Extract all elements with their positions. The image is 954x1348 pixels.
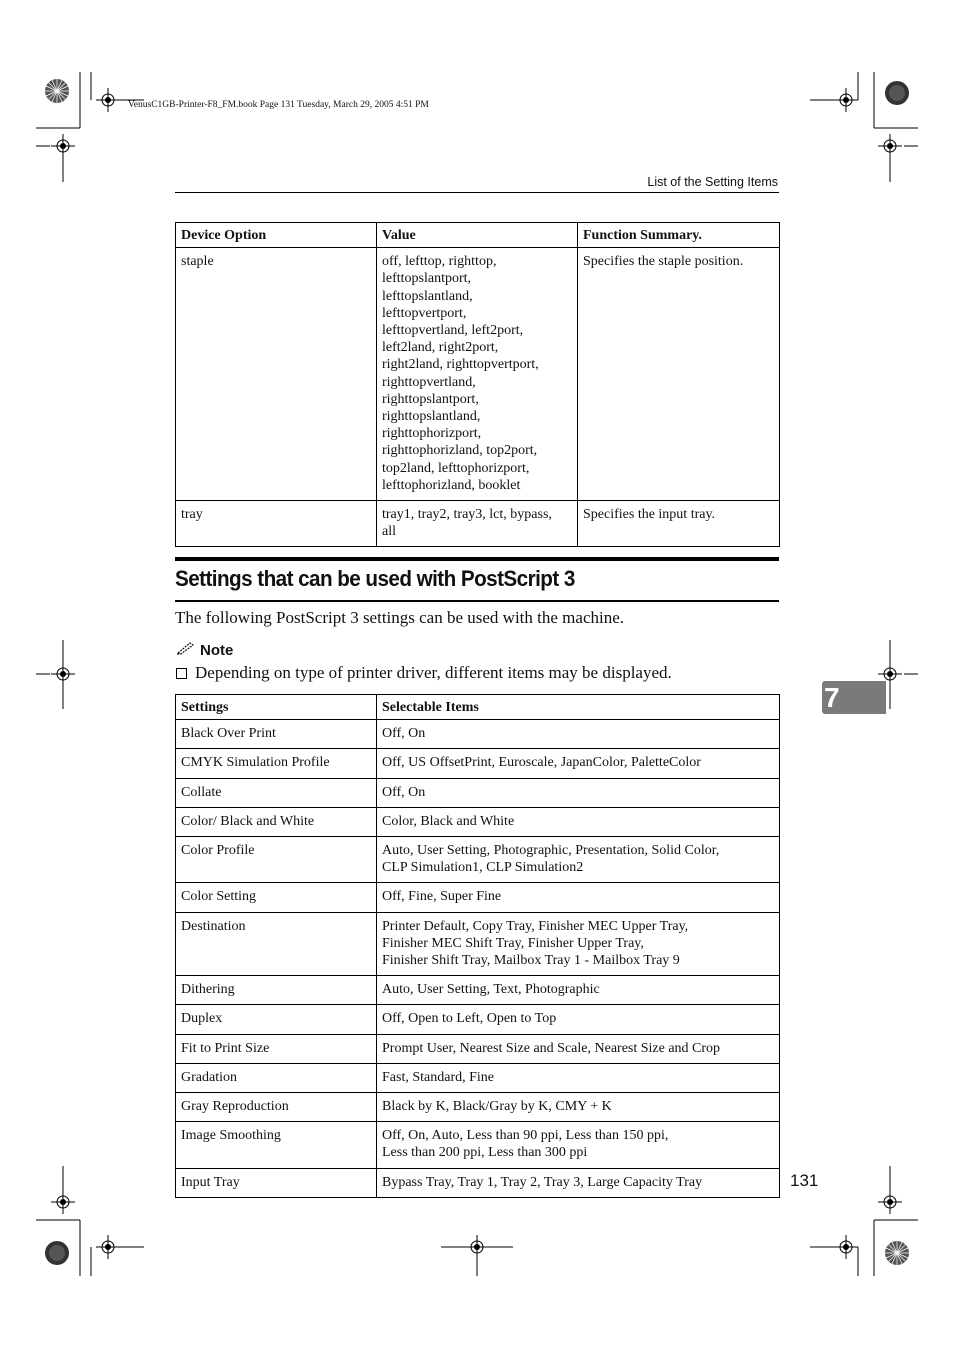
table-row	[176, 248, 780, 501]
checkbox-icon	[176, 668, 187, 679]
table-row	[176, 1005, 780, 1034]
running-head: List of the Setting Items	[647, 175, 778, 189]
table-cell: Auto, User Setting, Text, Photographic	[377, 976, 780, 1005]
table-row	[176, 749, 780, 778]
table-cell: Color, Black and White	[377, 807, 780, 836]
section-title: Settings that can be used with PostScript 3	[175, 566, 575, 591]
table-cell: off, lefttop, righttop, lefttopslantport, lefttopslantland, lefttopvertport, lefttopvertland, left2port, left2land, right2port, right2land, righttopvertport, righttopvertland, righttopslantport, righttopslantland, righttophorizport, righttophorizland, top2port, top2land, lefttophorizport, lefttophorizland, booklet	[377, 248, 578, 501]
column-header: Device Option	[176, 223, 377, 248]
note-text: Depending on type of printer driver, different items may be displayed.	[195, 663, 672, 682]
table-cell: Off, On	[377, 778, 780, 807]
column-header: Settings	[176, 695, 377, 720]
chapter-tab: 7	[822, 681, 886, 714]
table-row	[176, 1093, 780, 1122]
table-cell: Image Smoothing	[176, 1122, 377, 1168]
table-cell: Input Tray	[176, 1168, 377, 1197]
table-row	[176, 778, 780, 807]
table-cell: Gradation	[176, 1063, 377, 1092]
table-row	[176, 720, 780, 749]
table-cell: tray	[176, 501, 377, 547]
header-rule	[175, 192, 779, 193]
table-cell: CMYK Simulation Profile	[176, 749, 377, 778]
table-cell: Prompt User, Nearest Size and Scale, Nearest Size and Crop	[377, 1034, 780, 1063]
table-cell: Off, Open to Left, Open to Top	[377, 1005, 780, 1034]
note-label: Note	[200, 641, 234, 659]
table-cell: Specifies the staple position.	[578, 248, 780, 501]
device-options-table	[175, 222, 780, 547]
table-cell: Color Profile	[176, 837, 377, 883]
table-cell: Collate	[176, 778, 377, 807]
postscript-settings-table	[175, 694, 780, 1198]
book-info-line: VenusC1GB-Printer-F8_FM.book Page 131 Tuesday, March 29, 2005 4:51 PM	[128, 100, 429, 110]
table-cell: Color Setting	[176, 883, 377, 912]
table-cell: Specifies the input tray.	[578, 501, 780, 547]
note-item	[176, 663, 672, 683]
table-cell: Off, Fine, Super Fine	[377, 883, 780, 912]
table-cell: Printer Default, Copy Tray, Finisher MEC Upper Tray, Finisher MEC Shift Tray, Finisher Upper Tray, Finisher Shift Tray, Mailbox Tray 1 - Mailbox Tray 9	[377, 912, 780, 976]
table-header-row	[176, 223, 780, 248]
table-cell: Black Over Print	[176, 720, 377, 749]
section-rule	[175, 557, 779, 561]
table-row	[176, 807, 780, 836]
column-header: Value	[377, 223, 578, 248]
table-cell: Off, On, Auto, Less than 90 ppi, Less than 150 ppi, Less than 200 ppi, Less than 300 ppi	[377, 1122, 780, 1168]
table-cell: Gray Reproduction	[176, 1093, 377, 1122]
section-rule	[175, 600, 779, 602]
table-cell: Bypass Tray, Tray 1, Tray 2, Tray 3, Large Capacity Tray	[377, 1168, 780, 1197]
table-row	[176, 1168, 780, 1197]
table-cell: Color/ Black and White	[176, 807, 377, 836]
table-cell: Dithering	[176, 976, 377, 1005]
table-row	[176, 1034, 780, 1063]
column-header: Function Summary.	[578, 223, 780, 248]
intro-paragraph: The following PostScript 3 settings can be used with the machine.	[175, 608, 625, 627]
table-cell: Off, On	[377, 720, 780, 749]
table-row	[176, 1122, 780, 1168]
column-header: Selectable Items	[377, 695, 780, 720]
table-row	[176, 501, 780, 547]
table-row	[176, 912, 780, 976]
table-cell: Black by K, Black/Gray by K, CMY + K	[377, 1093, 780, 1122]
table-row	[176, 1063, 780, 1092]
table-row	[176, 976, 780, 1005]
table-cell: Destination	[176, 912, 377, 976]
table-cell: Fast, Standard, Fine	[377, 1063, 780, 1092]
table-header-row	[176, 695, 780, 720]
table-cell: Fit to Print Size	[176, 1034, 377, 1063]
note-heading	[176, 641, 233, 659]
table-cell: Off, US OffsetPrint, Euroscale, JapanColor, PaletteColor	[377, 749, 780, 778]
table-cell: Duplex	[176, 1005, 377, 1034]
table-row	[176, 837, 780, 883]
table-cell: Auto, User Setting, Photographic, Presentation, Solid Color, CLP Simulation1, CLP Simulation2	[377, 837, 780, 883]
table-cell: staple	[176, 248, 377, 501]
table-row	[176, 883, 780, 912]
page-number: 131	[790, 1171, 819, 1190]
pencil-icon	[176, 641, 196, 659]
table-cell: tray1, tray2, tray3, lct, bypass, all	[377, 501, 578, 547]
